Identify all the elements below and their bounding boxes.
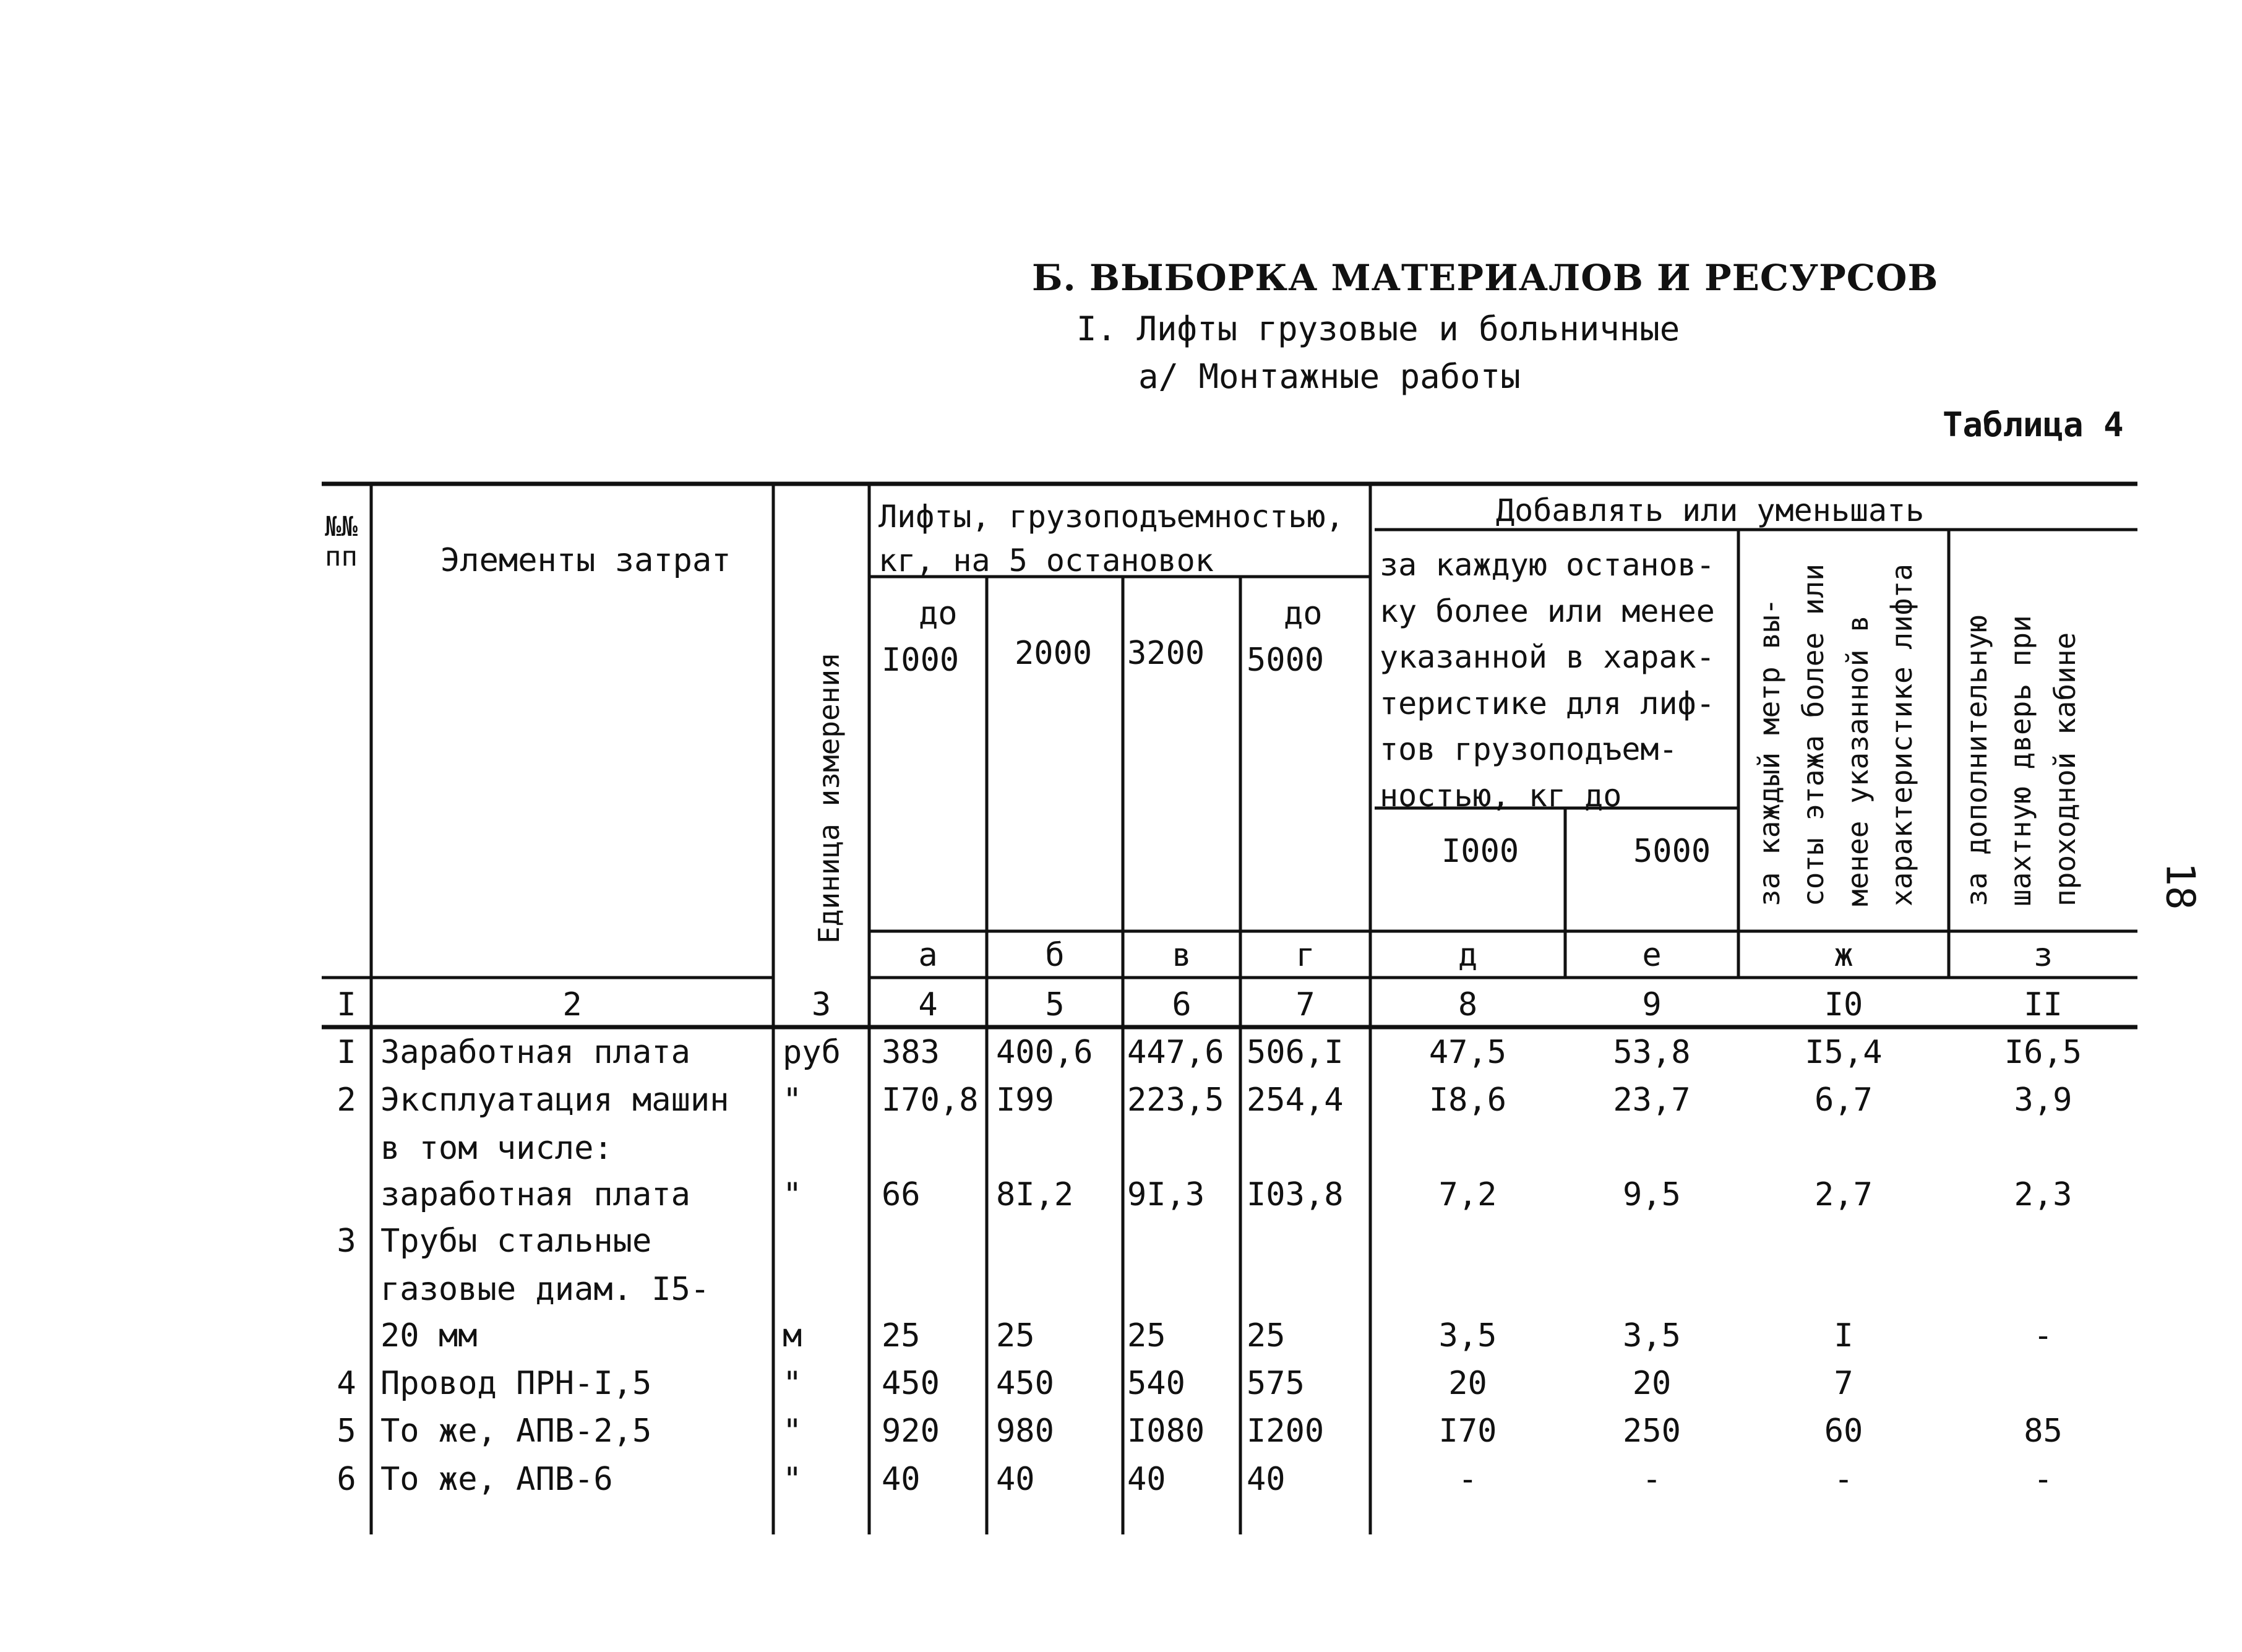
table-cell: - (1458, 1461, 1478, 1498)
row-number: 5 (337, 1413, 356, 1450)
header-per-meter: за каждый метр вы- соты этажа более или менее указанной в характеристике лифта (1753, 564, 1918, 906)
header-num: №№ пп (325, 511, 358, 573)
letter-v: в (1172, 937, 1192, 974)
table-cell: 40 (1247, 1461, 1286, 1498)
table-cell: I99 (996, 1082, 1054, 1119)
table-cell: 40 (996, 1461, 1035, 1498)
table-cell: 53,8 (1613, 1034, 1691, 1071)
header-lift-cap-2: 2000 (1015, 635, 1093, 672)
document-subtitle: I. Лифты грузовые и больничные (1076, 309, 1680, 348)
row-unit: " (783, 1082, 802, 1119)
table-cell: 9I,3 (1127, 1176, 1205, 1213)
table-cell: 7,2 (1438, 1176, 1497, 1213)
letter-d: д (1458, 937, 1478, 974)
document-subsection: а/ Монтажные работы (1138, 357, 1521, 396)
table-cell: I70,8 (882, 1082, 979, 1119)
colnum-7: 7 (1295, 986, 1315, 1023)
colnum-8: 8 (1458, 986, 1478, 1023)
table-label: Таблица 4 (1943, 405, 2124, 444)
colnum-11: II (2024, 986, 2063, 1023)
table-cell: 25 (1247, 1317, 1286, 1354)
table-cell: 575 (1247, 1365, 1305, 1402)
row-number: 3 (337, 1223, 356, 1260)
table-cell: 383 (882, 1034, 940, 1071)
header-per-door: за дополнительную шахтную дверь при проходной кабине (1960, 615, 2082, 906)
table-cell: 25 (882, 1317, 921, 1354)
letter-b: б (1045, 937, 1065, 974)
table-cell: - (2033, 1461, 2053, 1498)
row-number: 4 (337, 1365, 356, 1402)
table-cell: I03,8 (1247, 1176, 1344, 1213)
table-cell: 20 (1632, 1365, 1672, 1402)
table-cell: 980 (996, 1413, 1054, 1450)
table-cell: 47,5 (1428, 1034, 1507, 1071)
colnum-6: 6 (1172, 986, 1192, 1023)
table-cell: 2,3 (2014, 1176, 2072, 1213)
row-unit: м (783, 1317, 802, 1354)
letter-a: а (918, 937, 938, 974)
row-number: 2 (337, 1082, 356, 1119)
table-cell: 450 (882, 1365, 940, 1402)
table-cell: 40 (882, 1461, 921, 1498)
table-cell: I70 (1438, 1413, 1497, 1450)
table-cell: 450 (996, 1365, 1054, 1402)
table-cell: 920 (882, 1413, 940, 1450)
table-cell: 6,7 (1815, 1082, 1873, 1119)
colnum-9: 9 (1642, 986, 1662, 1023)
table-cell: 3,9 (2014, 1082, 2072, 1119)
table-cell: - (1642, 1461, 1662, 1498)
header-per-stop: за каждую останов- ку более или менее указанной в харак- теристике для лиф- тов грузоподъем- ностью, кг до (1380, 547, 1715, 814)
row-label: То же, АПВ-6 (380, 1461, 613, 1498)
letter-zh: ж (1834, 937, 1853, 974)
colnum-2: 2 (562, 986, 582, 1023)
row-number: 6 (337, 1461, 356, 1498)
document-title: Б. ВЫБОРКА МАТЕРИАЛОВ И РЕСУРСОВ (1032, 257, 1939, 299)
table-cell: 40 (1127, 1461, 1166, 1498)
row-label: Провод ПРН-I,5 (380, 1365, 652, 1402)
letter-g: г (1295, 937, 1315, 974)
row-label: газовые диам. I5- (380, 1271, 710, 1308)
row-label: То же, АПВ-2,5 (380, 1413, 652, 1450)
row-label: 20 мм (380, 1317, 478, 1354)
colnum-4: 4 (918, 986, 938, 1023)
table-cell: 66 (882, 1176, 921, 1213)
table-cell: 7 (1834, 1365, 1853, 1402)
table-cell: 254,4 (1247, 1082, 1344, 1119)
table-cell: 3,5 (1438, 1317, 1497, 1354)
row-label: Заработная плата (380, 1034, 690, 1071)
header-lifts-group: Лифты, грузоподъемностью, кг, на 5 остановок (878, 499, 1344, 579)
table-cell: 20 (1448, 1365, 1487, 1402)
table-cell: 447,6 (1127, 1034, 1224, 1071)
table-cell: 60 (1824, 1413, 1863, 1450)
table-cell: I080 (1127, 1413, 1205, 1450)
header-lift-cap-4: до 5000 (1247, 595, 1325, 679)
table-cell: 540 (1127, 1365, 1185, 1402)
table-cell: 250 (1623, 1413, 1681, 1450)
table-cell: 223,5 (1127, 1082, 1224, 1119)
table-cell: 506,I (1247, 1034, 1344, 1071)
row-label: в том числе: (380, 1130, 613, 1167)
row-unit: " (783, 1461, 802, 1498)
table-cell: 25 (1127, 1317, 1166, 1354)
page-number: 18 (2157, 862, 2203, 910)
table-cell: I8,6 (1428, 1082, 1507, 1119)
table-cell: 8I,2 (996, 1176, 1074, 1213)
header-elements: Элементы затрат (440, 542, 731, 579)
colnum-1: I (337, 986, 356, 1023)
header-unit: Единица измерения (812, 652, 846, 944)
colnum-5: 5 (1045, 986, 1065, 1023)
table-cell: 23,7 (1613, 1082, 1691, 1119)
table-cell: 85 (2024, 1413, 2063, 1450)
header-lift-cap-1: до I000 (882, 595, 960, 679)
header-lift-cap-3: 3200 (1127, 635, 1205, 672)
row-label: заработная плата (380, 1176, 690, 1213)
table-cell: - (1834, 1461, 1853, 1498)
row-unit: " (783, 1413, 802, 1450)
colnum-3: 3 (811, 986, 831, 1023)
table-cell: 2,7 (1815, 1176, 1873, 1213)
letter-e: е (1642, 937, 1662, 974)
row-number: I (337, 1034, 356, 1071)
table-cell: - (2033, 1317, 2053, 1354)
row-unit: руб (783, 1034, 841, 1071)
table-cell: I6,5 (2004, 1034, 2082, 1071)
table-cell: 25 (996, 1317, 1035, 1354)
row-unit: " (783, 1365, 802, 1402)
table-cell: I5,4 (1805, 1034, 1883, 1071)
letter-z: з (2033, 937, 2053, 974)
table-cell: 9,5 (1623, 1176, 1681, 1213)
header-add-group: Добавлять или уменьшать (1496, 493, 1925, 528)
table-cell: I200 (1247, 1413, 1325, 1450)
row-label: Трубы стальные (380, 1223, 652, 1260)
table-cell: 3,5 (1623, 1317, 1681, 1354)
row-label: Эксплуатация машин (380, 1082, 729, 1119)
table-cell: I (1834, 1317, 1853, 1354)
header-per-stop-cap-1: I000 (1441, 833, 1519, 870)
row-unit: " (783, 1176, 802, 1213)
header-per-stop-cap-2: 5000 (1633, 833, 1711, 870)
colnum-10: I0 (1824, 986, 1863, 1023)
table-cell: 400,6 (996, 1034, 1093, 1071)
